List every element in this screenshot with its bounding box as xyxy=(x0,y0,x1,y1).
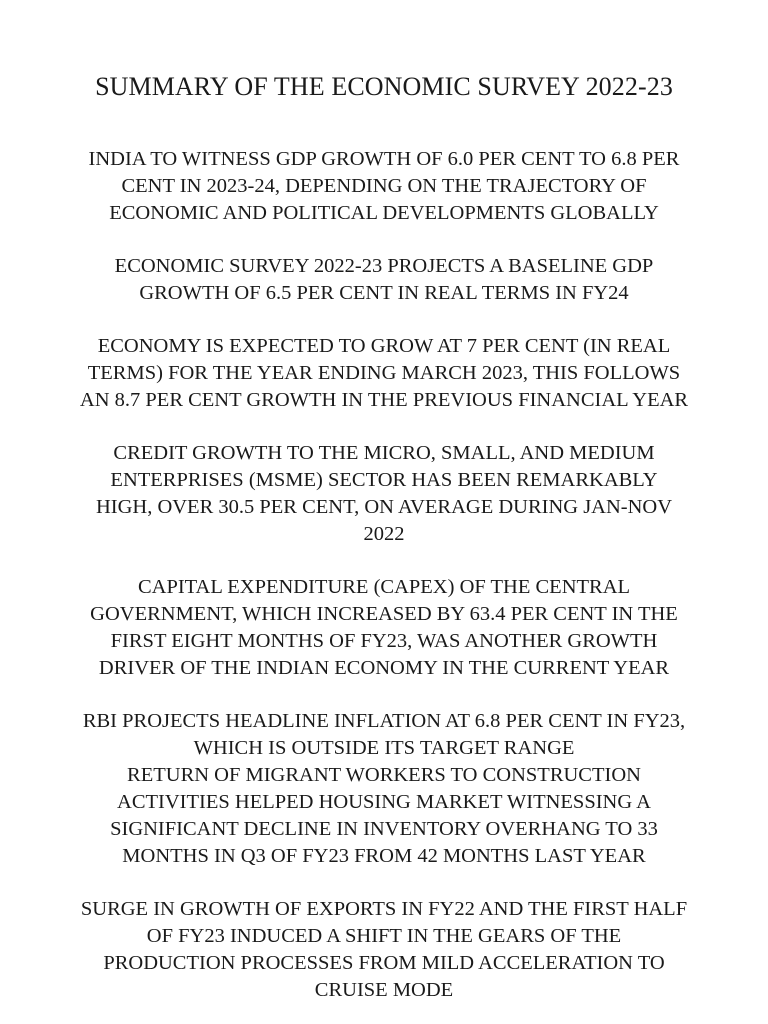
text-line: INDIA TO WITNESS GDP GROWTH OF 6.0 PER CENT TO 6.8 PER xyxy=(88,148,680,170)
text-line: ACTIVITIES HELPED HOUSING MARKET WITNESSING A xyxy=(117,791,651,813)
paragraph-economy-growth xyxy=(34,333,734,414)
document-title: SUMMARY OF THE ECONOMIC SURVEY 2022-23 xyxy=(95,72,673,101)
paragraph-capex xyxy=(34,574,734,682)
text-line: 2022 xyxy=(363,523,405,545)
text-line: RETURN OF MIGRANT WORKERS TO CONSTRUCTION xyxy=(127,764,641,786)
text-line: PRODUCTION PROCESSES FROM MILD ACCELERATION TO xyxy=(103,952,665,974)
text-line: CENT IN 2023-24, DEPENDING ON THE TRAJECTORY OF xyxy=(121,175,647,197)
text-line: ENTERPRISES (MSME) SECTOR HAS BEEN REMARKABLY xyxy=(110,469,658,491)
text-line: MONTHS IN Q3 OF FY23 FROM 42 MONTHS LAST YEAR xyxy=(122,845,646,867)
paragraph-baseline-gdp xyxy=(34,253,734,307)
paragraph-rbi-inflation xyxy=(34,708,734,762)
paragraph-housing-market xyxy=(34,762,734,870)
text-line: HIGH, OVER 30.5 PER CENT, ON AVERAGE DURING JAN-NOV xyxy=(95,496,673,518)
text-line: GROWTH OF 6.5 PER CENT IN REAL TERMS IN FY24 xyxy=(139,282,629,304)
text-line: WHICH IS OUTSIDE ITS TARGET RANGE xyxy=(193,737,575,759)
text-line: ECONOMIC SURVEY 2022-23 PROJECTS A BASELINE GDP xyxy=(114,255,654,277)
text-line: CRUISE MODE xyxy=(314,979,454,1001)
paragraph-msme-credit xyxy=(34,440,734,548)
text-line: GOVERNMENT, WHICH INCREASED BY 63.4 PER CENT IN THE xyxy=(90,603,678,625)
paragraph-exports xyxy=(34,896,734,1004)
document-body xyxy=(34,146,734,1004)
text-line: SIGNIFICANT DECLINE IN INVENTORY OVERHANG TO 33 xyxy=(110,818,658,840)
text-line: DRIVER OF THE INDIAN ECONOMY IN THE CURRENT YEAR xyxy=(98,657,670,679)
paragraph-gdp-growth-range xyxy=(34,146,734,227)
text-line: ECONOMY IS EXPECTED TO GROW AT 7 PER CENT (IN REAL xyxy=(97,335,671,357)
text-line: ECONOMIC AND POLITICAL DEVELOPMENTS GLOBALLY xyxy=(109,202,659,224)
text-line: TERMS) FOR THE YEAR ENDING MARCH 2023, THIS FOLLOWS xyxy=(87,362,681,384)
text-line: AN 8.7 PER CENT GROWTH IN THE PREVIOUS FINANCIAL YEAR xyxy=(79,389,689,411)
text-line: RBI PROJECTS HEADLINE INFLATION AT 6.8 PER CENT IN FY23, xyxy=(82,710,686,732)
text-line: FIRST EIGHT MONTHS OF FY23, WAS ANOTHER GROWTH xyxy=(110,630,658,652)
text-line: CAPITAL EXPENDITURE (CAPEX) OF THE CENTRAL xyxy=(137,576,631,598)
text-line: OF FY23 INDUCED A SHIFT IN THE GEARS OF THE xyxy=(146,925,622,947)
text-line: SURGE IN GROWTH OF EXPORTS IN FY22 AND THE FIRST HALF xyxy=(80,898,688,920)
text-line: CREDIT GROWTH TO THE MICRO, SMALL, AND MEDIUM xyxy=(113,442,655,464)
